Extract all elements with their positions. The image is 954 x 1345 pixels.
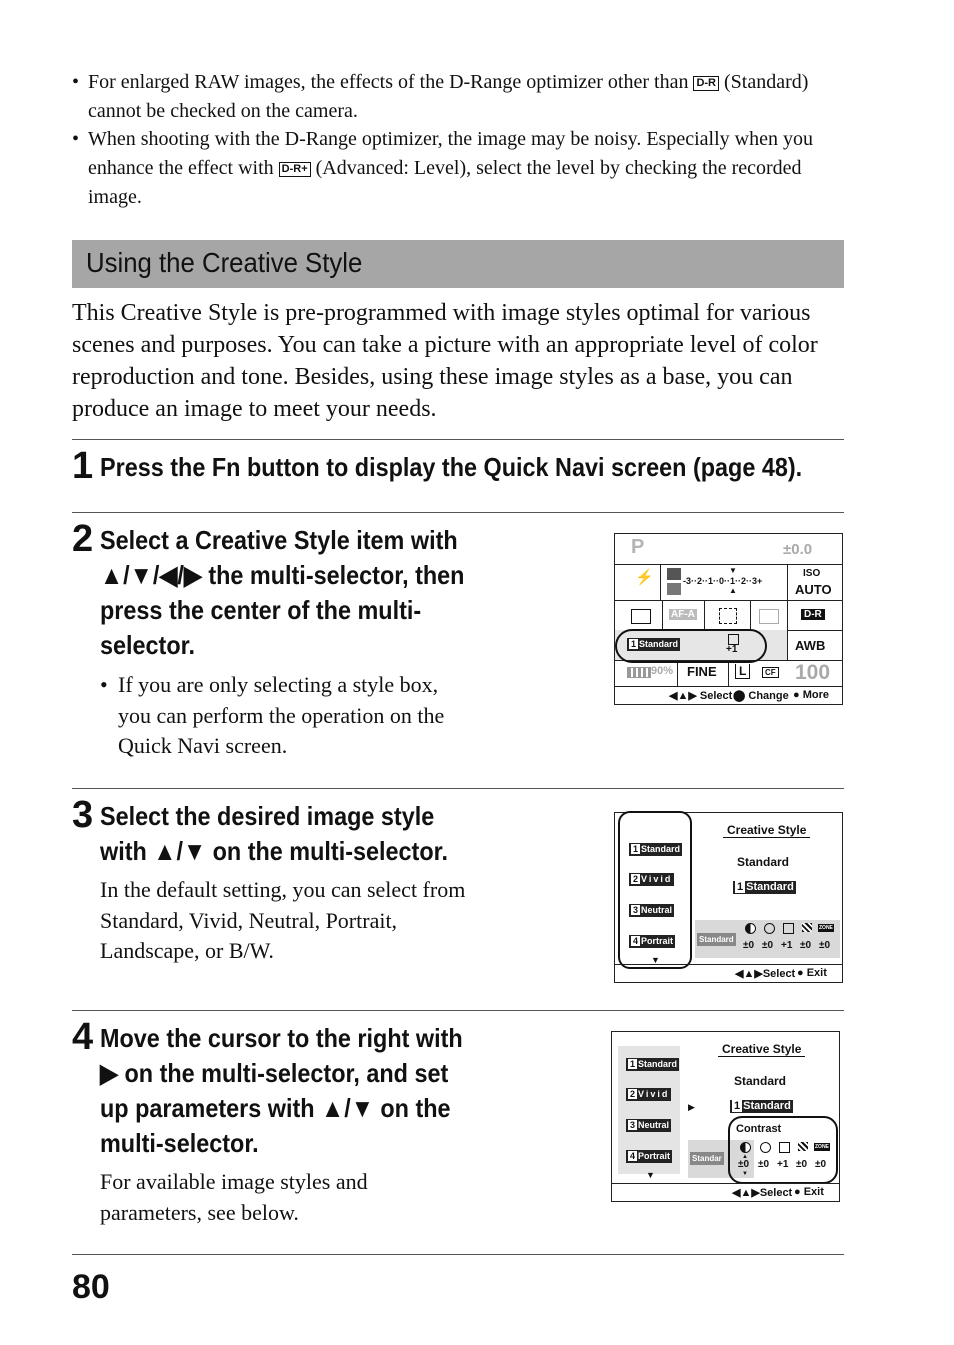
title-line: Select the desired image style <box>100 801 435 831</box>
body-line: Quick Navi screen. <box>118 733 288 758</box>
style-name: Portrait <box>641 936 674 946</box>
multi-selector-icon: ◀▲▶ <box>732 1187 760 1199</box>
af-mode: AF-A <box>671 609 695 620</box>
battery-level: 90% <box>651 665 674 677</box>
media-type: CF <box>762 667 779 678</box>
scale-marker-top-icon: ▼ <box>729 566 737 575</box>
image-size: L <box>735 664 750 679</box>
highlight-oval <box>615 629 767 663</box>
note-text: When shooting with the D-Range optimizer, the image may be noisy. Especially when you enhance the effect with <box>88 128 813 179</box>
step-title <box>100 1021 496 1161</box>
style-name: Standard <box>641 844 681 854</box>
section-title: Using the Creative Style <box>86 247 363 278</box>
param-value: ±0 <box>800 940 812 951</box>
creative-style-adjust-screen <box>611 1031 840 1202</box>
dial-icon: ⬤ <box>733 690 749 702</box>
d-range-indicator: D-R <box>801 609 825 620</box>
step-number: 3 <box>72 794 94 836</box>
footer-select <box>669 689 732 702</box>
step-body <box>100 670 520 762</box>
selected-style-name: Standard <box>737 855 790 869</box>
step-number: 1 <box>72 445 94 487</box>
iso-label: ISO <box>803 568 821 579</box>
step-number: 2 <box>72 518 94 560</box>
divider <box>72 512 844 513</box>
scroll-down-icon[interactable]: ▼ <box>646 1170 655 1180</box>
title-line: ▲/▼/◀/▶ the multi-selector, then <box>100 560 465 590</box>
step-title <box>100 523 496 663</box>
body-line: For available image styles and <box>100 1169 368 1194</box>
selected-style-tag <box>733 881 796 894</box>
title-line: selector. <box>100 630 195 660</box>
drive-mode-icon <box>631 609 651 624</box>
white-balance: AWB <box>795 638 826 653</box>
footer-select <box>732 1186 792 1199</box>
footer-exit-label: Exit <box>806 967 827 979</box>
style-option[interactable] <box>626 1058 679 1071</box>
footer-more <box>793 689 829 701</box>
step-body <box>100 1167 520 1228</box>
style-option[interactable] <box>626 1088 671 1101</box>
style-name: Portrait <box>638 1151 671 1161</box>
zone-icon[interactable]: ZONE <box>815 1144 829 1150</box>
section-header <box>72 240 844 288</box>
style-num: 4 <box>630 1151 636 1161</box>
body-line: parameters, see below. <box>100 1199 299 1225</box>
down-arrow-icon: ▼ <box>742 1171 748 1177</box>
style-name: Standard <box>638 1059 678 1069</box>
exposure-value: ±0.0 <box>783 541 813 558</box>
param-value[interactable]: ±0 <box>815 1159 827 1170</box>
selected-style-name: Standard <box>734 1074 787 1088</box>
brightness-icon <box>802 923 812 932</box>
param-value: ±0 <box>819 940 831 951</box>
body-line: Landscape, or B/W. <box>100 938 274 963</box>
style-number: 1 <box>631 639 637 649</box>
body-line: you can perform the operation on the <box>118 702 445 728</box>
highlight-frame <box>618 811 692 969</box>
center-button-icon: ● <box>794 1186 804 1198</box>
style-num: 1 <box>633 844 639 854</box>
style-label: Standard <box>639 639 679 649</box>
bullet-dot: • <box>100 672 108 697</box>
style-num: 2 <box>633 874 639 884</box>
center-button-icon: ● <box>793 689 803 701</box>
zone-icon: ZONE <box>819 925 833 931</box>
quick-navi-screen <box>614 533 843 705</box>
style-name: Standard <box>746 881 794 893</box>
footer-more-label: More <box>802 689 829 701</box>
style-name: Standard <box>743 1100 791 1112</box>
title-line: ▶ on the multi-selector, and set <box>100 1058 449 1088</box>
title-line: with ▲/▼ on the multi-selector. <box>100 836 448 866</box>
divider <box>72 1010 844 1011</box>
note-text: (Advanced: Level), select the level by checking the recorded image. <box>88 157 802 208</box>
d-range-advanced-icon: D-R+ <box>279 162 311 177</box>
multi-selector-icon: ◀▲▶ <box>735 968 763 980</box>
step-number: 4 <box>72 1016 94 1058</box>
highlight-frame <box>728 1116 838 1184</box>
footer-exit <box>797 967 827 979</box>
saturation-icon <box>764 923 775 934</box>
shot-count: 100 <box>795 661 831 684</box>
flash-icon: ⚡ <box>635 569 654 586</box>
footer-select-label: Select <box>759 1187 793 1199</box>
style-adjust: +1 <box>726 644 738 655</box>
cursor-right-icon: ▶ <box>688 1102 695 1112</box>
param-value: ±0 <box>762 940 774 951</box>
footer-select <box>735 967 795 980</box>
flash-comp-icon <box>667 583 681 595</box>
af-area-icon <box>719 608 737 624</box>
selected-style-tag <box>730 1100 793 1113</box>
style-option[interactable] <box>626 1119 671 1132</box>
footer-exit-label: Exit <box>803 1186 824 1198</box>
divider <box>72 788 844 789</box>
exposure-comp-icon <box>667 568 681 580</box>
title-line: press the center of the multi- <box>100 595 422 625</box>
body-line: In the default setting, you can select from <box>100 877 466 902</box>
preview-label: Standar <box>692 1154 722 1163</box>
style-name: Neutral <box>638 1120 670 1130</box>
style-name: Vivid <box>641 874 673 884</box>
divider <box>72 1254 844 1255</box>
style-num: 1 <box>734 1100 741 1112</box>
exposure-scale: -3··2··1··0··1··2··3+ <box>683 576 763 586</box>
style-name: Vivid <box>638 1089 670 1099</box>
intro-paragraph: This Creative Style is pre-programmed with image styles optimal for various scenes and purposes. You can take a picture with an appropriate level of color reproduction and tone. Besides, using these image styles as a base, you can produce an image to meet your needs. <box>72 300 818 422</box>
page-number: 80 <box>72 1268 110 1306</box>
body-line: Standard, Vivid, Neutral, Portrait, <box>100 907 398 933</box>
style-num: 4 <box>633 936 639 946</box>
mode-indicator: P <box>631 536 645 558</box>
param-value[interactable]: +1 <box>777 1159 789 1170</box>
param-value[interactable]: ±0 <box>796 1159 808 1170</box>
title-line: multi-selector. <box>100 1128 259 1158</box>
footer-select-label: Select <box>762 968 796 980</box>
step-title <box>100 799 496 869</box>
footer-change-label: Change <box>748 690 789 702</box>
param-name: Contrast <box>736 1123 782 1135</box>
preview-label: Standard <box>699 935 734 944</box>
image-quality: FINE <box>687 664 717 679</box>
battery-icon <box>627 667 651 678</box>
divider <box>72 439 844 440</box>
body-line: If you are only selecting a style box, <box>118 672 439 697</box>
param-value[interactable]: ±0 <box>738 1159 750 1170</box>
contrast-icon <box>745 923 756 934</box>
style-option[interactable] <box>626 1150 672 1163</box>
style-name: Neutral <box>641 905 673 915</box>
param-value: +1 <box>781 940 793 951</box>
note-text: For enlarged RAW images, the effects of the D-Range optimizer other than <box>88 71 689 93</box>
bullet-dot: • <box>72 71 80 93</box>
iso-value: AUTO <box>795 582 832 597</box>
style-num: 2 <box>630 1089 636 1099</box>
screen-title: Creative Style <box>723 823 810 838</box>
bullet-dot: • <box>72 128 80 150</box>
style-num: 1 <box>737 881 744 893</box>
scroll-down-icon[interactable]: ▼ <box>651 955 660 965</box>
step-title: Press the Fn button to display the Quick Navi screen (page 48). <box>100 452 803 482</box>
scale-marker-bottom-icon: ▲ <box>729 586 737 595</box>
title-line: Move the cursor to the right with <box>100 1023 463 1053</box>
style-num: 1 <box>630 1059 636 1069</box>
param-value: ±0 <box>743 940 755 951</box>
title-line: up parameters with ▲/▼ on the <box>100 1093 451 1123</box>
style-num: 3 <box>633 905 639 915</box>
creative-style-screen <box>614 812 843 983</box>
step-body <box>100 875 560 967</box>
style-num: 3 <box>630 1120 636 1130</box>
d-range-standard-icon: D-R <box>693 76 719 91</box>
multi-selector-icon: ◀▲▶ <box>669 690 700 702</box>
up-arrow-icon: ▲ <box>742 1154 748 1160</box>
note-text: (Standard) cannot be checked on the camera. <box>88 71 809 122</box>
metering-icon <box>759 609 779 624</box>
param-value[interactable]: ±0 <box>758 1159 770 1170</box>
screen-title: Creative Style <box>718 1042 805 1057</box>
title-line: Select a Creative Style item with <box>100 525 458 555</box>
sharpness-icon <box>783 923 794 934</box>
footer-select-label: Select <box>699 690 733 702</box>
footer-change <box>733 689 789 702</box>
center-button-icon: ● <box>797 967 807 979</box>
footer-exit <box>794 1186 824 1198</box>
